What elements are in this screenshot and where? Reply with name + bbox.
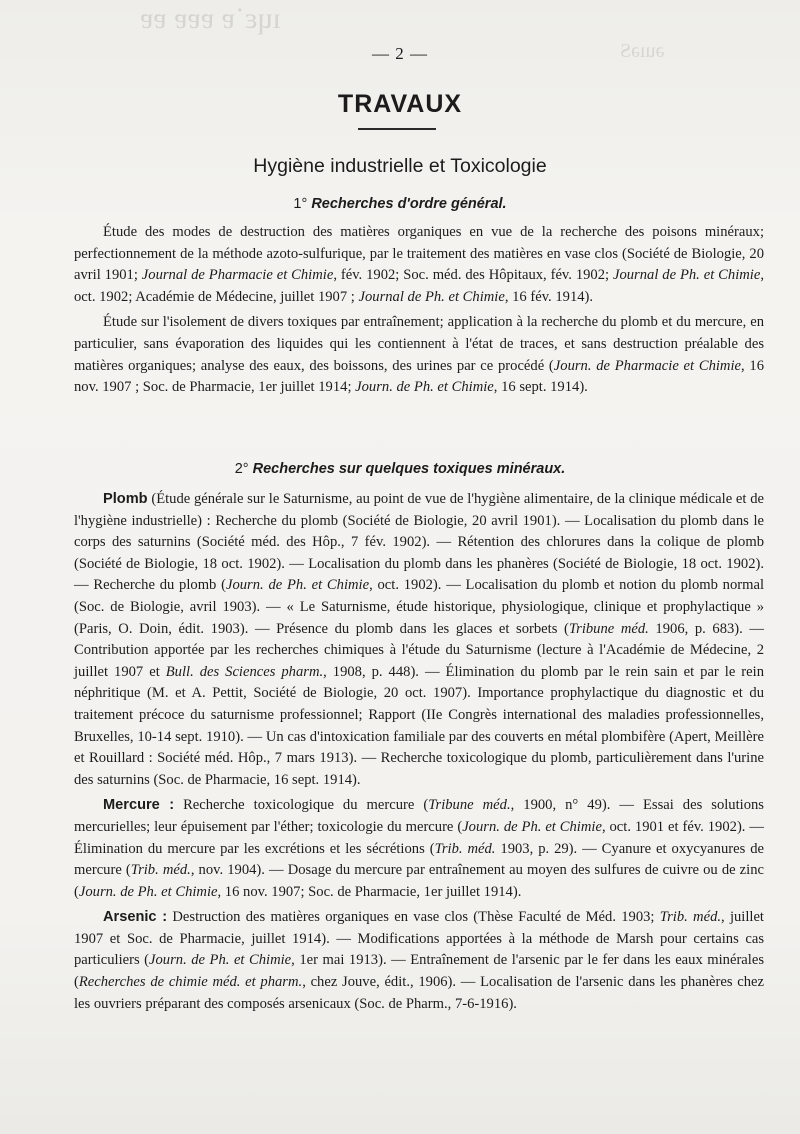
citation-journal: Journal de Ph. et Chimie xyxy=(358,288,505,305)
section-2-title: Recherches sur quelques toxiques minéraux. xyxy=(252,461,566,477)
text-run: , 16 fév. 1914). xyxy=(504,288,594,305)
citation-journal: Journ. de Ph. et Chimie xyxy=(149,952,292,969)
text-run: Recherche toxicologique du mercure ( xyxy=(174,797,429,814)
title-rule xyxy=(358,128,436,130)
bleed-through-header: ıɥɛ˙ɐ ɐɐɐ ɐɐ xyxy=(140,2,281,35)
text-run: , oct. 1901 et fév. 1902). — Élimination du mercure par les excrétions et les sécrétions ( xyxy=(74,818,764,857)
text-run: Étude sur l'isolement de divers toxiques par entraînement; application à la recherche du plomb et du mercure, en particulier, sans évaporation des liquides qui les contiennent à l'état de traces, et sans destruction préalable des matières organiques; analyse des eaux, des boissons, des urines par ce procédé ( xyxy=(74,314,764,374)
text-run: , 16 nov. 1907; Soc. de Pharmacie, 1er juillet 1914). xyxy=(217,883,522,900)
bleed-through-margin: ǝuıǝS xyxy=(620,40,665,62)
section-2-number: 2° xyxy=(234,461,249,477)
section-2-body xyxy=(74,489,764,1015)
entry-plomb xyxy=(74,489,764,791)
citation-journal: Journal de Pharmacie et Chimie xyxy=(141,267,334,284)
citation-journal: Journ. de Ph. et Chimie xyxy=(225,577,370,594)
citation-journal: Journal de Ph. et Chimie xyxy=(612,267,761,284)
entry-lead-term: Arsenic : xyxy=(103,909,168,926)
citation-journal: Tribune méd. xyxy=(568,620,649,637)
text-run: 1906, p. 683). — Contribution apportée par les recherches chimiques à l'étude du Saturnisme (lecture à l'Académie de Médecine, 2 juillet 1907 et xyxy=(74,620,764,680)
entry-lead-term: Mercure : xyxy=(103,797,175,814)
entry-arsenic xyxy=(74,907,764,1015)
text-run: , oct. 1902; Académie de Médecine, juillet 1907 ; xyxy=(74,267,764,305)
text-run: , 1er mai 1913). — Entraînement de l'arsenic par le fer dans les eaux minérales ( xyxy=(74,952,764,991)
section-1-number: 1° xyxy=(293,196,308,212)
entry-lead-term: Plomb xyxy=(103,491,148,507)
citation-journal: Journ. de Ph. et Chimie xyxy=(355,379,494,396)
text-run: Destruction des matières organiques en vase clos (Thèse Faculté de Méd. 1903; xyxy=(167,909,660,926)
citation-journal: Bull. des Sciences pharm. xyxy=(165,663,324,680)
entry-mercure xyxy=(74,795,764,903)
text-run: , 16 sept. 1914). xyxy=(493,379,588,396)
section-2-heading xyxy=(0,461,800,477)
text-run: , juillet 1907 et Soc. de Pharmacie, juillet 1914). — Modifications apportées à la méthode de Marsh pour certains cas particuliers ( xyxy=(74,909,764,969)
citation-journal: Journ. de Pharmacie et Chimie xyxy=(553,357,741,374)
citation-journal: Journ. de Ph. et Chimie xyxy=(462,818,602,835)
text-run: (Étude générale sur le Saturnisme, au point de vue de l'hygiène alimentaire, de la clinique médicale et de l'hygiène industrielle) : Recherche du plomb (Société de Biologie, 20 avril 1901). — Localisation du plomb dans le corps des saturnins (Société méd. des Hôp., 7 fév. 1902). — Rétention des chlorures dans la colique de plomb (Société de Biologie, 18 oct. 1902). — Localisation du plomb dans les phanères (Société de Biologie, 18 oct. 1902). — Recherche du plomb ( xyxy=(74,491,764,594)
text-run: , nov. 1904). — Dosage du mercure par entraînement au moyen des sulfures de cuivre ou de zinc ( xyxy=(74,862,764,900)
page-title: TRAVAUX xyxy=(337,90,463,118)
page-subtitle: Hygiène industrielle et Toxicologie xyxy=(253,155,547,177)
section-1-paragraph xyxy=(74,312,764,398)
text-run: , chez Jouve, édit., 1906). — Localisation de l'arsenic dans les phanères chez les ouvriers préparant des composés arsenicaux (Soc. de Pharm., 7-6-1916). xyxy=(74,974,764,1012)
citation-journal: Trib. méd. xyxy=(130,862,191,879)
text-run: , fév. 1902; Soc. méd. des Hôpitaux, fév. 1902; xyxy=(333,267,613,284)
text-run: Étude des modes de destruction des matières organiques en vue de la recherche des poisons minéraux; perfectionnement de la méthode azoto-sulfurique, par le traitement des matières en vase clos (Société de Biologie, 20 avril 1901; xyxy=(74,224,764,284)
section-1-heading xyxy=(0,196,800,212)
section-1-body xyxy=(74,222,764,399)
section-1-paragraph xyxy=(74,222,764,308)
text-run: , oct. 1902). — Localisation du plomb et notion du plomb normal (Soc. de Biologie, avril 1903). — « Le Saturnisme, étude historique, physiologique, clinique et prophylactique » (Paris, O. Doin, édit. 1903). — Présence du plomb dans les glaces et sorbets ( xyxy=(74,577,764,637)
citation-journal: Trib. méd. xyxy=(659,909,722,926)
citation-journal: Trib. méd. xyxy=(434,840,496,857)
citation-journal: Tribune méd. xyxy=(428,797,511,814)
text-run: , 16 nov. 1907 ; Soc. de Pharmacie, 1er juillet 1914; xyxy=(74,357,764,396)
page-number: — 2 — xyxy=(372,44,428,63)
section-1-title: Recherches d'ordre général. xyxy=(311,196,507,212)
citation-journal: Journ. de Ph. et Chimie xyxy=(78,883,218,900)
citation-journal: Recherches de chimie méd. et pharm. xyxy=(78,974,303,991)
text-run: , 1900, n° 49). — Essai des solutions mercurielles; leur épuisement par l'éther; toxicologie du mercure ( xyxy=(74,797,764,835)
text-run: , 1908, p. 448). — Élimination du plomb par le rein sain et par le rein néphritique (M. et A. Pettit, Société de Biologie, 20 oct. 1907). Importance prophylactique du diagnostic et du traitement précoce du saturnisme professionnel; Rapport (IIe Congrès international des maladies professionnelles, Bruxelles, 10-14 sept. 1910). — Un cas d'intoxication familiale par des couverts en métal plombifère (Apert, Meillère et Rouillard : Société méd. Hôp., 7 mars 1913). — Recherche toxicologique du plomb, particulièrement dans l'urine des saturnins (Soc. de Pharmacie, 16 sept. 1914). xyxy=(74,663,764,788)
text-run: 1903, p. 29). — Cyanure et oxycyanures de mercure ( xyxy=(74,840,764,879)
